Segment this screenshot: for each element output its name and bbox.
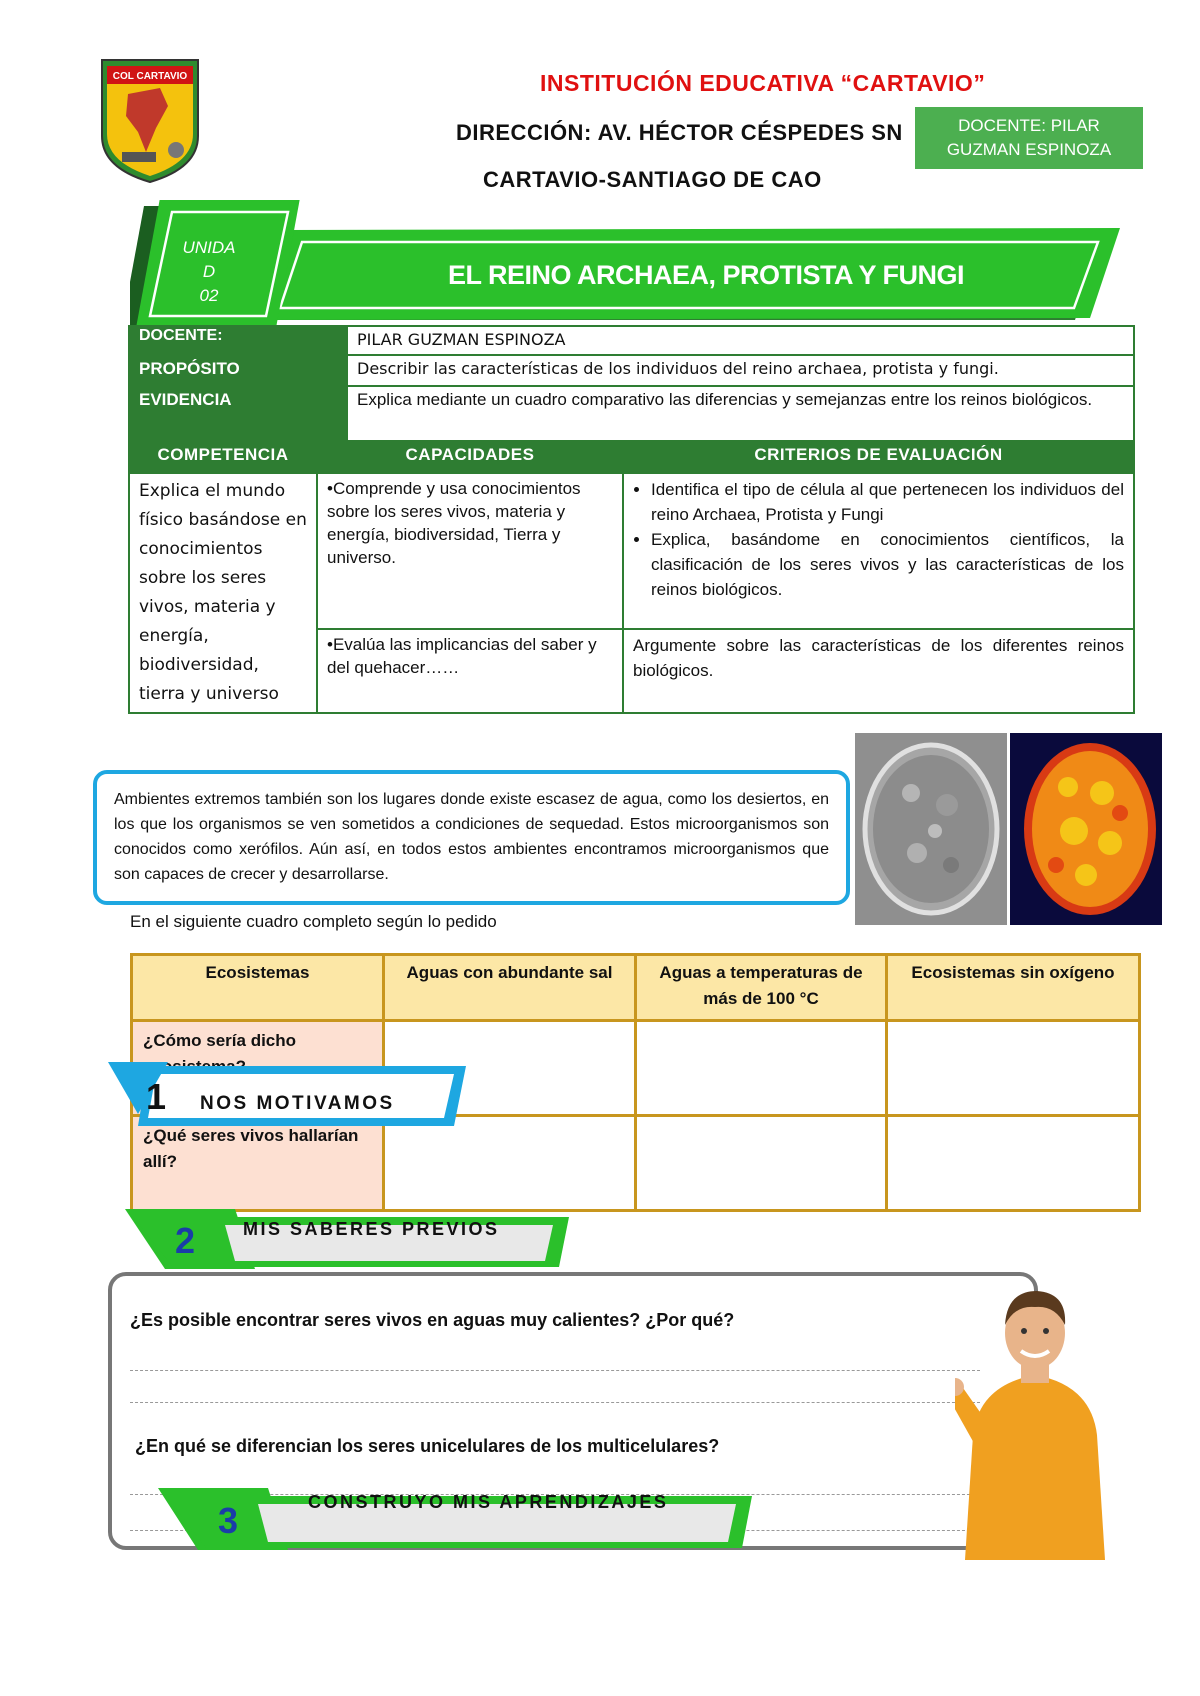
criterios-list (623, 473, 1134, 629)
eco-row-label-2: ¿Qué seres vivos hallarían allí? (132, 1116, 384, 1211)
info-table (128, 325, 1135, 714)
question-2: ¿En qué se diferencian los seres unicelulares de los multicelulares? (135, 1436, 720, 1456)
eco-answer-cell[interactable] (887, 1116, 1140, 1211)
microscope-image-color (1010, 733, 1162, 925)
eco-answer-cell[interactable] (636, 1021, 887, 1116)
section-3-title: CONSTRUYO MIS APRENDIZAJES (308, 1492, 669, 1512)
criterio-1: • Identifica el tipo de célula al que pertenecen los individuos del reino Archaea, Protista y Fungi (651, 477, 1124, 527)
capacidad-1: •Comprende y usa conocimientos sobre los seres vivos, materia y energía, biodiversidad, Tierra y universo. (317, 473, 623, 629)
eco-row-label-1: ¿Cómo sería dicho (132, 1021, 384, 1116)
institution-name: INSTITUCIÓN EDUCATIVA “CARTAVIO” (540, 70, 986, 96)
evidencia-label: EVIDENCIA (129, 386, 347, 441)
logo-text: COL CARTAVIO (112, 71, 188, 82)
criterio-2: • Explica, basándome en conocimientos científicos, la clasificación de los seres vivos y las características de los reinos biológicos. (651, 527, 1124, 602)
answer-line[interactable] (130, 1370, 980, 1371)
section-3-number: 3 (218, 1500, 239, 1541)
unit-label-line2: D (202, 262, 216, 281)
answer-line[interactable] (130, 1402, 980, 1403)
eco-answer-cell[interactable] (636, 1116, 887, 1211)
info-note: Ambientes extremos también son los lugares donde existe escasez de agua, como los desiertos, en los que los organismos se ven sometidos a condiciones de sequedad. Estos microorganismos son conocidos como xerófilos. Aún así, en todos estos ambientes encontramos microorganismos que son capaces de crecer y desarrollarse. (93, 770, 850, 905)
eco-header-sal: Aguas con abundante sal (384, 955, 636, 1021)
docente-badge-line2: GUZMAN ESPINOZA (946, 140, 1112, 159)
eco-header-ecosistemas: Ecosistemas (132, 955, 384, 1021)
student-illustration (955, 1275, 1115, 1560)
address: DIRECCIÓN: AV. HÉCTOR CÉSPEDES SN (456, 120, 903, 145)
microscope-image-gray (855, 733, 1007, 925)
docente-value: PILAR GUZMAN ESPINOZA (347, 326, 1134, 355)
section-1-title: NOS MOTIVAMOS (200, 1093, 395, 1114)
eco-header-sin-oxigeno: Ecosistemas sin oxígeno (887, 955, 1140, 1021)
eco-answer-cell[interactable] (887, 1021, 1140, 1116)
school-logo (98, 56, 202, 186)
unit-label (174, 236, 244, 308)
question-1: ¿Es posible encontrar seres vivos en aguas muy calientes? ¿Por qué? (130, 1310, 735, 1330)
competencia-text: Explica el mundo físico basándose en conocimientos sobre los seres vivos, materia y energía, biodiversidad, tierra y universo (129, 473, 317, 713)
docente-label: DOCENTE: (129, 326, 347, 355)
evidencia-value: Explica mediante un cuadro comparativo las diferencias y semejanzas entre los reinos biológicos. (347, 386, 1134, 441)
unit-label-line1: UNIDA (182, 238, 236, 257)
competencia-header: COMPETENCIA (129, 441, 317, 473)
docente-badge-line1: DOCENTE: PILAR (958, 116, 1100, 135)
section-2-title: MIS SABERES PREVIOS (243, 1219, 500, 1239)
unit-label-line3: 02 (199, 286, 219, 305)
criterios-header: CRITERIOS DE EVALUACIÓN (623, 441, 1134, 473)
docente-badge (915, 107, 1143, 169)
proposito-label: PROPÓSITO (129, 355, 347, 386)
section-1-number: 1 (146, 1076, 167, 1117)
table-instruction: En el siguiente cuadro completo según lo pedido (130, 912, 497, 931)
section-2-number: 2 (175, 1220, 196, 1261)
capacidad-2: •Evalúa las implicancias del saber y del quehacer…… (317, 629, 623, 713)
unit-title: EL REINO ARCHAEA, PROTISTA Y FUNGI (448, 260, 965, 290)
city: CARTAVIO-SANTIAGO DE CAO (483, 167, 822, 192)
proposito-value: Describir las características de los individuos del reino archaea, protista y fungi. (347, 355, 1134, 386)
capacidades-header: CAPACIDADES (317, 441, 623, 473)
criterio-3: Argumente sobre las características de los diferentes reinos biológicos. (623, 629, 1134, 713)
eco-header-temperatura: Aguas a temperaturas de más de 100 °C (636, 955, 887, 1021)
